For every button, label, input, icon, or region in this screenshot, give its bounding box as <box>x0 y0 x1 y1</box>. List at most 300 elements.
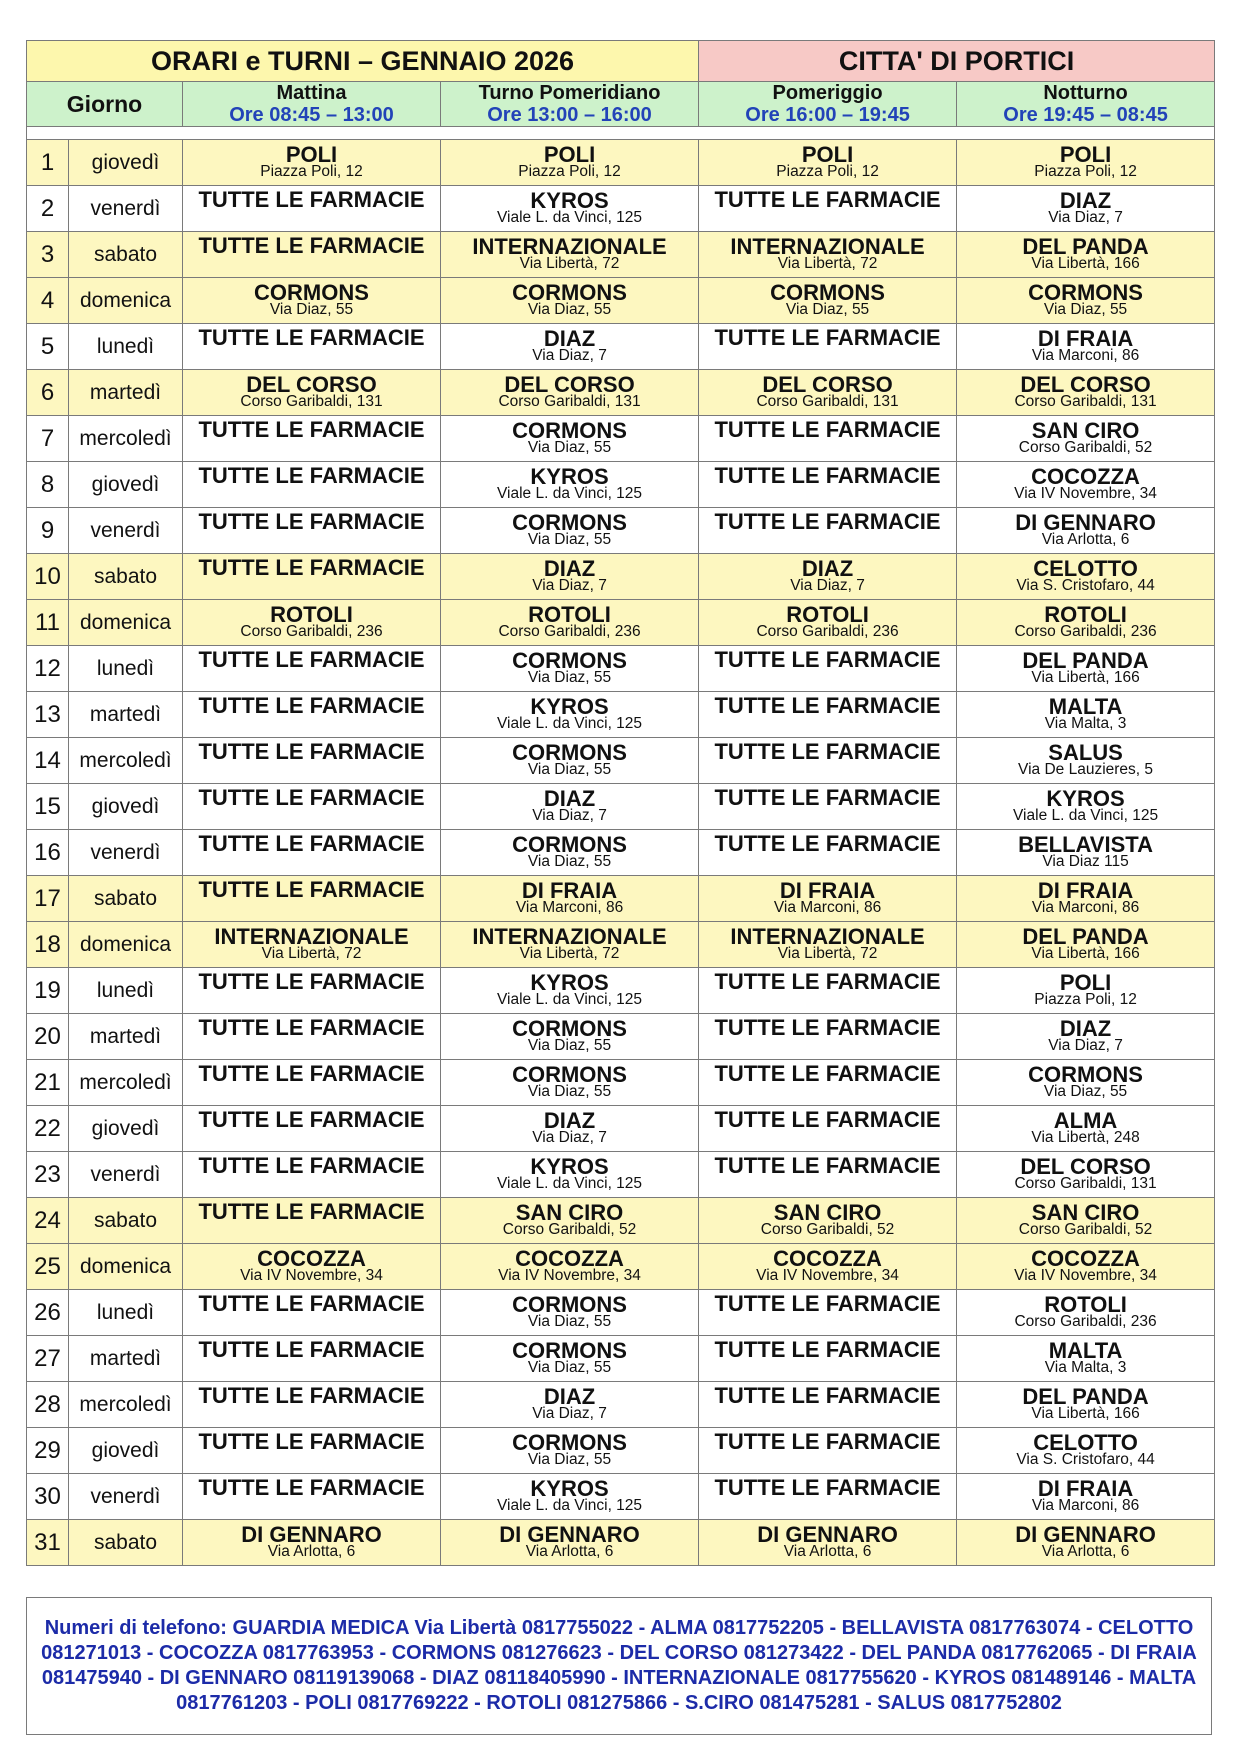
pharmacy-name: ROTOLI <box>1044 1292 1127 1317</box>
shift-cell <box>699 1106 957 1152</box>
pharmacy <box>183 1522 440 1560</box>
pharmacy <box>183 602 440 640</box>
day-row <box>27 692 1215 738</box>
pharmacy <box>957 1154 1214 1192</box>
pharmacy <box>183 969 440 994</box>
pharmacy <box>441 1430 698 1468</box>
pharmacy <box>957 832 1214 870</box>
pharmacy-name: TUTTE LE FARMACIE <box>714 1475 941 1500</box>
pharmacy-name: CORMONS <box>512 418 627 443</box>
pharmacy-name: DI FRAIA <box>1037 326 1134 351</box>
pharmacy <box>957 372 1214 410</box>
shift-cell <box>699 278 957 324</box>
day-row <box>27 554 1215 600</box>
pharmacy <box>183 693 440 718</box>
slot-header-turno-pomeridiano <box>441 82 699 127</box>
shift-cell <box>183 784 441 830</box>
pharmacy-name: POLI <box>543 142 596 167</box>
shift-cell <box>957 830 1215 876</box>
pharmacy <box>441 556 698 594</box>
shift-cell <box>957 692 1215 738</box>
pharmacy-address: Via Arlotta, 6 <box>1041 531 1130 548</box>
pharmacy-address: Viale L. da Vinci, 125 <box>496 1497 643 1514</box>
shift-cell <box>183 922 441 968</box>
pharmacy-name: COCOZZA <box>1031 1246 1140 1271</box>
shift-cell <box>441 968 699 1014</box>
shift-cell <box>441 1244 699 1290</box>
shift-cell <box>957 370 1215 416</box>
pharmacy-address: Corso Garibaldi, 52 <box>760 1221 895 1238</box>
weekday: martedì <box>69 370 183 416</box>
pharmacy-name: ROTOLI <box>1044 602 1127 627</box>
pharmacy-address: Via Libertà, 166 <box>1031 255 1140 272</box>
shift-cell <box>699 692 957 738</box>
pharmacy <box>441 1384 698 1422</box>
shift-cell <box>183 186 441 232</box>
pharmacy-name: KYROS <box>530 1476 609 1501</box>
pharmacy-address: Via Diaz, 55 <box>269 301 354 318</box>
day-number: 2 <box>27 186 69 232</box>
pharmacy-name: TUTTE LE FARMACIE <box>198 739 425 764</box>
shift-cell <box>699 600 957 646</box>
shift-cell <box>441 1336 699 1382</box>
pharmacy <box>441 648 698 686</box>
pharmacy-address: Via Libertà, 72 <box>777 255 878 272</box>
pharmacy-name: CORMONS <box>512 280 627 305</box>
day-row <box>27 738 1215 784</box>
shift-cell <box>183 1382 441 1428</box>
pharmacy <box>183 785 440 810</box>
pharmacy <box>441 1246 698 1284</box>
pharmacy-address: Via Libertà, 166 <box>1031 945 1140 962</box>
shift-cell <box>957 554 1215 600</box>
shift-cell <box>183 1520 441 1566</box>
pharmacy <box>957 280 1214 318</box>
shift-cell <box>957 1060 1215 1106</box>
pharmacy <box>183 1337 440 1362</box>
shift-cell <box>441 876 699 922</box>
day-number: 29 <box>27 1428 69 1474</box>
pharmacy <box>699 463 956 488</box>
shift-cell <box>441 646 699 692</box>
pharmacy-name: MALTA <box>1048 1338 1123 1363</box>
pharmacy-name: TUTTE LE FARMACIE <box>198 555 425 580</box>
weekday: giovedì <box>69 1428 183 1474</box>
day-row <box>27 1520 1215 1566</box>
pharmacy-address: Viale L. da Vinci, 125 <box>496 715 643 732</box>
pharmacy-name: CORMONS <box>512 1292 627 1317</box>
shift-cell <box>183 600 441 646</box>
pharmacy-name: TUTTE LE FARMACIE <box>198 1383 425 1408</box>
pharmacy-name: CELOTTO <box>1033 1430 1138 1455</box>
pharmacy <box>957 510 1214 548</box>
pharmacy-name: TUTTE LE FARMACIE <box>198 187 425 212</box>
pharmacy <box>441 694 698 732</box>
pharmacy-name: ROTOLI <box>270 602 353 627</box>
shift-cell <box>957 646 1215 692</box>
pharmacy-name: TUTTE LE FARMACIE <box>198 1475 425 1500</box>
pharmacy-name: CORMONS <box>512 740 627 765</box>
pharmacy-name: SAN CIRO <box>1031 1200 1140 1225</box>
pharmacy <box>699 1337 956 1362</box>
shift-cell <box>957 1428 1215 1474</box>
day-number: 11 <box>27 600 69 646</box>
shift-cell <box>699 922 957 968</box>
shift-cell <box>699 462 957 508</box>
pharmacy-address: Piazza Poli, 12 <box>1034 163 1137 180</box>
pharmacy <box>441 142 698 180</box>
day-row <box>27 1474 1215 1520</box>
pharmacy <box>183 1246 440 1284</box>
pharmacy-address: Corso Garibaldi, 131 <box>1014 1175 1157 1192</box>
shift-cell <box>957 1336 1215 1382</box>
pharmacy-address: Via Marconi, 86 <box>773 899 882 916</box>
pharmacy-address: Corso Garibaldi, 52 <box>502 1221 637 1238</box>
pharmacy-name: SAN CIRO <box>515 1200 624 1225</box>
pharmacy <box>441 1292 698 1330</box>
shift-cell <box>699 1428 957 1474</box>
pharmacy-name: TUTTE LE FARMACIE <box>714 647 941 672</box>
pharmacy-address: Via Diaz 115 <box>1042 853 1129 870</box>
pharmacy-address: Via Diaz, 7 <box>1048 1037 1123 1054</box>
pharmacy-address: Via Arlotta, 6 <box>783 1543 872 1560</box>
pharmacy-address: Via Diaz, 55 <box>527 669 612 686</box>
pharmacy <box>183 1153 440 1178</box>
pharmacy-address: Via Diaz, 55 <box>785 301 870 318</box>
day-row <box>27 922 1215 968</box>
pharmacy-name: TUTTE LE FARMACIE <box>198 1061 425 1086</box>
pharmacy <box>183 924 440 962</box>
pharmacy-address: Via Libertà, 72 <box>519 255 620 272</box>
shift-cell <box>441 462 699 508</box>
pharmacy-address: Via Diaz, 55 <box>527 761 612 778</box>
shift-cell <box>957 738 1215 784</box>
pharmacy-name: TUTTE LE FARMACIE <box>714 1291 941 1316</box>
days-body <box>27 140 1215 1566</box>
pharmacy-address: Via IV Novembre, 34 <box>756 1267 899 1284</box>
weekday: mercoledì <box>69 1060 183 1106</box>
pharmacy <box>957 924 1214 962</box>
pharmacy-name: COCOZZA <box>515 1246 624 1271</box>
pharmacy-address: Via S. Cristofaro, 44 <box>1016 577 1155 594</box>
day-number: 8 <box>27 462 69 508</box>
pharmacy <box>441 924 698 962</box>
shift-cell <box>957 1014 1215 1060</box>
pharmacy-name: CORMONS <box>512 510 627 535</box>
day-row <box>27 968 1215 1014</box>
day-number: 26 <box>27 1290 69 1336</box>
shift-cell <box>441 784 699 830</box>
shift-cell <box>699 646 957 692</box>
weekday: lunedì <box>69 324 183 370</box>
shift-cell <box>441 278 699 324</box>
pharmacy-name: DI GENNARO <box>1015 1522 1156 1547</box>
pharmacy-name: DEL CORSO <box>1020 1154 1151 1179</box>
pharmacy <box>699 556 956 594</box>
day-row <box>27 1106 1215 1152</box>
shift-cell <box>699 232 957 278</box>
shift-cell <box>957 1152 1215 1198</box>
pharmacy-name: TUTTE LE FARMACIE <box>714 969 941 994</box>
pharmacy <box>699 142 956 180</box>
day-number: 18 <box>27 922 69 968</box>
day-number: 30 <box>27 1474 69 1520</box>
shift-cell <box>957 324 1215 370</box>
day-row <box>27 784 1215 830</box>
shift-cell <box>183 1290 441 1336</box>
pharmacy-address: Via S. Cristofaro, 44 <box>1016 1451 1155 1468</box>
shift-cell <box>441 1290 699 1336</box>
pharmacy <box>699 739 956 764</box>
pharmacy-name: POLI <box>1059 142 1112 167</box>
pharmacy <box>441 740 698 778</box>
slot-name: Turno Pomeridiano <box>478 81 661 104</box>
pharmacy <box>183 1107 440 1132</box>
shift-cell <box>183 1152 441 1198</box>
pharmacy <box>441 188 698 226</box>
pharmacy-address: Viale L. da Vinci, 125 <box>496 485 643 502</box>
pharmacy <box>183 509 440 534</box>
day-row <box>27 1014 1215 1060</box>
pharmacy <box>699 969 956 994</box>
pharmacy <box>699 509 956 534</box>
day-number: 27 <box>27 1336 69 1382</box>
day-number: 14 <box>27 738 69 784</box>
pharmacy-address: Via IV Novembre, 34 <box>240 1267 383 1284</box>
pharmacy <box>699 1522 956 1560</box>
pharmacy <box>441 1476 698 1514</box>
shift-cell <box>183 416 441 462</box>
pharmacy <box>699 1200 956 1238</box>
pharmacy <box>441 1062 698 1100</box>
pharmacy <box>699 187 956 212</box>
shift-cell <box>183 554 441 600</box>
weekday: sabato <box>69 1520 183 1566</box>
pharmacy <box>699 1291 956 1316</box>
pharmacy-name: CORMONS <box>512 832 627 857</box>
shift-cell <box>183 692 441 738</box>
day-row <box>27 232 1215 278</box>
pharmacy-address: Via Diaz, 7 <box>1048 209 1123 226</box>
pharmacy <box>699 602 956 640</box>
pharmacy <box>441 1200 698 1238</box>
pharmacy-name: COCOZZA <box>1031 464 1140 489</box>
pharmacy-name: BELLAVISTA <box>1018 832 1153 857</box>
shift-cell <box>957 232 1215 278</box>
weekday: mercoledì <box>69 1382 183 1428</box>
pharmacy-address: Via Diaz, 55 <box>527 531 612 548</box>
slot-hours: Ore 08:45 – 13:00 <box>229 103 394 126</box>
pharmacy-address: Piazza Poli, 12 <box>518 163 621 180</box>
pharmacy-name: DIAZ <box>801 556 854 581</box>
pharmacy <box>441 1108 698 1146</box>
shift-cell <box>699 1152 957 1198</box>
pharmacy <box>957 1200 1214 1238</box>
pharmacy-name: KYROS <box>1046 786 1125 811</box>
day-row <box>27 416 1215 462</box>
pharmacy <box>183 1291 440 1316</box>
pharmacy-name: POLI <box>801 142 854 167</box>
pharmacy <box>957 142 1214 180</box>
pharmacy <box>441 1016 698 1054</box>
weekday: sabato <box>69 232 183 278</box>
pharmacy-address: Via Diaz, 55 <box>527 1359 612 1376</box>
pharmacy <box>957 326 1214 364</box>
pharmacy-address: Via Diaz, 55 <box>527 1313 612 1330</box>
pharmacy-name: TUTTE LE FARMACIE <box>714 509 941 534</box>
pharmacy-name: DI FRAIA <box>521 878 618 903</box>
shift-cell <box>699 324 957 370</box>
shift-cell <box>441 692 699 738</box>
day-row <box>27 1428 1215 1474</box>
pharmacy <box>699 878 956 916</box>
pharmacy <box>957 602 1214 640</box>
pharmacy <box>957 1246 1214 1284</box>
pharmacy-address: Via Libertà, 166 <box>1031 1405 1140 1422</box>
pharmacy-address: Piazza Poli, 12 <box>260 163 363 180</box>
weekday: mercoledì <box>69 738 183 784</box>
pharmacy-name: INTERNAZIONALE <box>472 234 667 259</box>
shift-cell <box>699 968 957 1014</box>
shift-cell <box>957 278 1215 324</box>
pharmacy-name: KYROS <box>530 1154 609 1179</box>
shift-cell <box>957 1198 1215 1244</box>
weekday: sabato <box>69 1198 183 1244</box>
shift-cell <box>957 922 1215 968</box>
shift-cell <box>699 1336 957 1382</box>
shift-cell <box>441 600 699 646</box>
pharmacy <box>699 1246 956 1284</box>
weekday: venerdì <box>69 830 183 876</box>
pharmacy <box>441 326 698 364</box>
day-number: 7 <box>27 416 69 462</box>
shift-cell <box>183 738 441 784</box>
shift-cell <box>183 1336 441 1382</box>
pharmacy-address: Corso Garibaldi, 236 <box>498 623 641 640</box>
pharmacy <box>957 1108 1214 1146</box>
pharmacy-address: Via Diaz, 55 <box>527 1451 612 1468</box>
pharmacy <box>957 1430 1214 1468</box>
weekday: venerdì <box>69 508 183 554</box>
day-number: 21 <box>27 1060 69 1106</box>
pharmacy-address: Via Diaz, 7 <box>790 577 865 594</box>
pharmacy-name: COCOZZA <box>773 1246 882 1271</box>
pharmacy <box>183 463 440 488</box>
pharmacy <box>699 1429 956 1454</box>
pharmacy-address: Via Diaz, 55 <box>527 1083 612 1100</box>
pharmacy-name: DEL PANDA <box>1022 1384 1149 1409</box>
day-number: 19 <box>27 968 69 1014</box>
pharmacy-address: Corso Garibaldi, 131 <box>756 393 899 410</box>
pharmacy <box>957 694 1214 732</box>
pharmacy-address: Corso Garibaldi, 236 <box>756 623 899 640</box>
pharmacy-name: TUTTE LE FARMACIE <box>714 463 941 488</box>
shift-cell <box>699 186 957 232</box>
shift-cell <box>183 324 441 370</box>
shift-cell <box>957 1520 1215 1566</box>
pharmacy <box>699 1383 956 1408</box>
shift-cell <box>441 1428 699 1474</box>
shift-cell <box>441 1014 699 1060</box>
shift-cell <box>957 1382 1215 1428</box>
pharmacy-name: KYROS <box>530 464 609 489</box>
pharmacy-address: Via Marconi, 86 <box>1031 1497 1140 1514</box>
weekday: martedì <box>69 1336 183 1382</box>
pharmacy-name: KYROS <box>530 188 609 213</box>
schedule-table <box>26 40 1215 1566</box>
pharmacy-name: TUTTE LE FARMACIE <box>714 693 941 718</box>
pharmacy-name: DIAZ <box>543 1108 596 1133</box>
pharmacy-address: Piazza Poli, 12 <box>776 163 879 180</box>
pharmacy <box>699 1107 956 1132</box>
weekday: lunedì <box>69 1290 183 1336</box>
pharmacy-address: Via Libertà, 72 <box>261 945 362 962</box>
pharmacy <box>699 785 956 810</box>
weekday: domenica <box>69 1244 183 1290</box>
pharmacy-name: DI FRAIA <box>779 878 876 903</box>
pharmacy-name: MALTA <box>1048 694 1123 719</box>
day-row <box>27 324 1215 370</box>
pharmacy <box>957 464 1214 502</box>
pharmacy-name: TUTTE LE FARMACIE <box>714 785 941 810</box>
shift-cell <box>699 1014 957 1060</box>
pharmacy-name: TUTTE LE FARMACIE <box>198 647 425 672</box>
pharmacy-address: Via Diaz, 7 <box>532 807 607 824</box>
pharmacy-name: DI FRAIA <box>1037 878 1134 903</box>
shift-cell <box>183 1474 441 1520</box>
pharmacy <box>441 418 698 456</box>
shift-cell <box>183 1106 441 1152</box>
shift-cell <box>699 554 957 600</box>
pharmacy-address: Via Arlotta, 6 <box>267 1543 356 1560</box>
day-number: 3 <box>27 232 69 278</box>
weekday: venerdì <box>69 186 183 232</box>
pharmacy-address: Via Malta, 3 <box>1044 715 1127 732</box>
pharmacy <box>699 325 956 350</box>
pharmacy-address: Via Diaz, 7 <box>532 1405 607 1422</box>
pharmacy <box>183 1429 440 1454</box>
shift-cell <box>957 140 1215 186</box>
day-row <box>27 1198 1215 1244</box>
shift-cell <box>441 232 699 278</box>
pharmacy-address: Corso Garibaldi, 52 <box>1018 439 1153 456</box>
pharmacy-name: CORMONS <box>512 1430 627 1455</box>
weekday: giovedì <box>69 462 183 508</box>
pharmacy-name: POLI <box>1059 970 1112 995</box>
pharmacy <box>183 1061 440 1086</box>
pharmacy-address: Via Libertà, 72 <box>519 945 620 962</box>
pharmacy-name: TUTTE LE FARMACIE <box>198 1199 425 1224</box>
pharmacy <box>183 877 440 902</box>
pharmacy-name: TUTTE LE FARMACIE <box>714 739 941 764</box>
shift-cell <box>699 876 957 922</box>
pharmacy <box>183 372 440 410</box>
pharmacy-name: ROTOLI <box>786 602 869 627</box>
pharmacy-name: TUTTE LE FARMACIE <box>714 1337 941 1362</box>
pharmacy <box>957 1522 1214 1560</box>
day-number: 17 <box>27 876 69 922</box>
shift-cell <box>699 140 957 186</box>
pharmacy-name: DEL PANDA <box>1022 648 1149 673</box>
pharmacy <box>441 1154 698 1192</box>
pharmacy-address: Via Diaz, 55 <box>527 1037 612 1054</box>
pharmacy-name: TUTTE LE FARMACIE <box>198 463 425 488</box>
pharmacy-name: TUTTE LE FARMACIE <box>714 1153 941 1178</box>
title-row <box>27 41 1215 82</box>
phone-numbers-text: Numeri di telefono: GUARDIA MEDICA Via Libertà 0817755022 - ALMA 0817752205 - BELLAVISTA 0817763074 - CELOTTO 081271013 - COCOZZA 0817763953 - CORMONS 081276623 - DEL CORSO 081273422 - DEL PANDA 0817762065 - DI FRAIA 081475940 - DI GENNARO 08119139068 - DIAZ 08118405990 - INTERNAZIONALE 0817755620 - KYROS 081489146 - MALTA 0817761203 - POLI 0817769222 - ROTOLI 081275866 - S.CIRO 081475281 - SALUS 0817752802 <box>41 1617 1197 1714</box>
pharmacy-name: TUTTE LE FARMACIE <box>198 1015 425 1040</box>
shift-cell <box>183 1428 441 1474</box>
